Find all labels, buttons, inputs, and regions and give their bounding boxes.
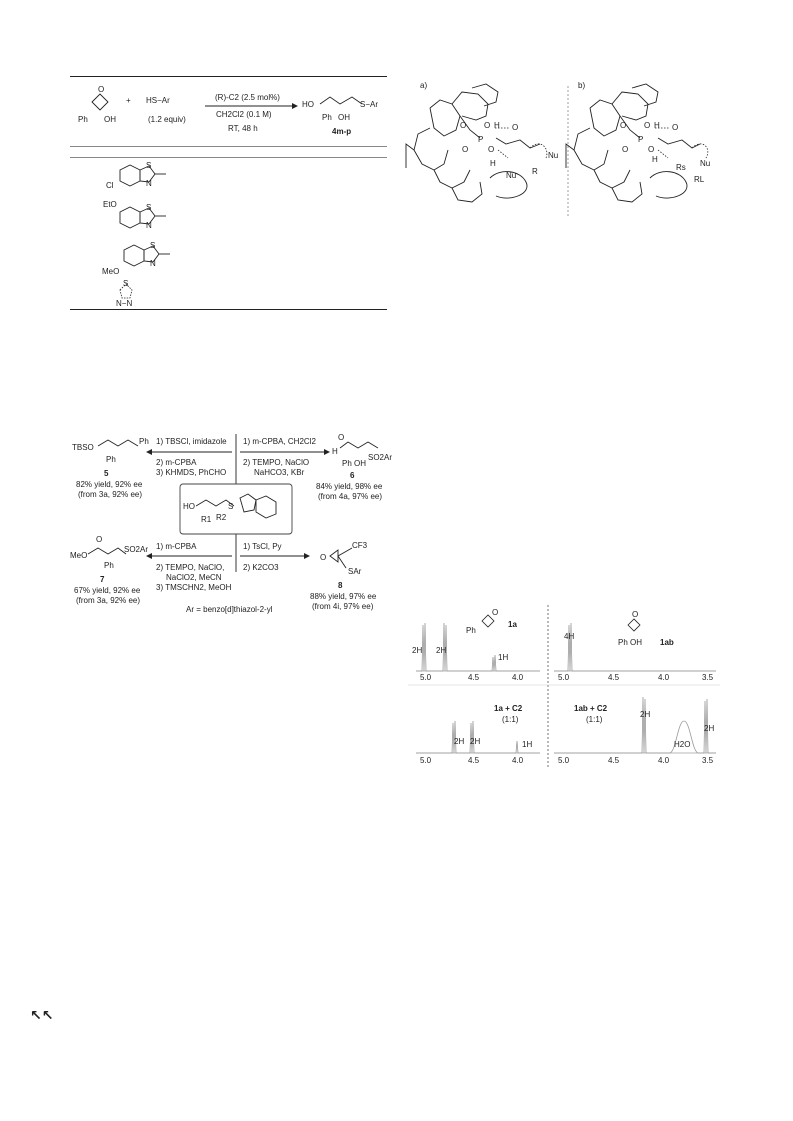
reagent-lb-4: 3) TMSCHN2, MeOH — [156, 583, 232, 592]
ts-a-p: P — [478, 135, 484, 144]
ts-a-o2: O — [462, 145, 469, 154]
ts-b-o5: O — [672, 123, 679, 132]
product-5-structure — [98, 440, 138, 446]
nmr-1ab-tick-2: 4.5 — [608, 673, 620, 682]
product-number: 4m-p — [332, 127, 352, 136]
ar-structure-cl — [120, 165, 166, 186]
thiadiazole-n: N−N — [116, 299, 133, 308]
product-5-source: (from 3a, 92% ee) — [78, 490, 143, 499]
footer-arrow-glyph: ↖↖ — [30, 1008, 54, 1024]
nmr-1ab-c2-tick-1: 5.0 — [558, 756, 570, 765]
reaction-arrowhead — [292, 103, 298, 109]
arrowhead-right-bottom — [304, 553, 310, 559]
ts-b-o3: O — [644, 121, 651, 130]
thiol-reagent: HS−Ar — [146, 96, 170, 105]
ar-substituent-cl: Cl — [106, 181, 114, 190]
nmr-1ab-structure-o: O — [632, 610, 639, 619]
nmr-1ab-title: 1ab — [660, 638, 674, 647]
product-ho: HO — [302, 100, 314, 109]
ts-figure — [400, 78, 730, 228]
nmr-1ab-c2-title: 1ab + C2 — [574, 704, 608, 713]
ar-n-2: N — [146, 221, 152, 230]
ar-substituent-eto: EtO — [103, 200, 117, 209]
product-6-h: H — [332, 447, 338, 456]
ts-b-o1: O — [620, 121, 627, 130]
ts-a-hbonds — [495, 128, 547, 158]
ts-b-rl: RL — [694, 175, 705, 184]
product-6-source: (from 4a, 97% ee) — [318, 492, 383, 501]
nmr-1ab-peak-1: 4H — [564, 632, 575, 641]
substrate-oh: OH — [104, 115, 116, 124]
table-bottom-rule — [70, 309, 387, 310]
product-skeleton — [320, 97, 362, 104]
product-6-yield: 84% yield, 98% ee — [316, 482, 383, 491]
nmr-1ab-c2-peak-2: H2O — [674, 740, 691, 749]
ts-b-structure — [566, 84, 700, 202]
solvent-label: CH2Cl2 (0.1 M) — [216, 110, 272, 119]
product-7-ph: Ph — [104, 561, 114, 570]
product-5-tbso: TBSO — [72, 443, 94, 452]
nmr-panel-1ab-c2 — [554, 697, 716, 765]
ar-structure-meo — [124, 245, 170, 266]
nmr-panel-1a — [412, 608, 540, 682]
ar-substituent-meo: MeO — [102, 267, 120, 276]
product-8-cf3: CF3 — [352, 541, 368, 550]
product-6-structure — [340, 442, 378, 448]
oxetane-substrate — [92, 94, 108, 110]
product-8-id: 8 — [338, 581, 343, 590]
nmr-1ab-c2-peak-1: 2H — [640, 710, 651, 719]
product-8-source: (from 4i, 97% ee) — [312, 602, 374, 611]
conditions-label: RT, 48 h — [228, 124, 258, 133]
product-sar: S−Ar — [360, 100, 379, 109]
product-6-so2ar: SO2Ar — [368, 453, 393, 462]
ts-a-h2: H — [490, 159, 496, 168]
product-7-source: (from 3a, 92% ee) — [76, 596, 141, 605]
reaction-scheme — [70, 82, 390, 152]
product-8-yield: 88% yield, 97% ee — [310, 592, 377, 601]
derivatization-scheme — [68, 432, 393, 632]
product-6-o: O — [338, 433, 345, 442]
ts-b-p: P — [638, 135, 644, 144]
ts-a-nu1: Nu — [506, 171, 517, 180]
ts-b-o2: O — [622, 145, 629, 154]
product-7-meo: MeO — [70, 551, 88, 560]
nmr-1a-tick-2: 4.5 — [468, 673, 480, 682]
product-5-yield: 82% yield, 92% ee — [76, 480, 143, 489]
nmr-1a-peak-1: 2H — [412, 646, 423, 655]
table-header-rule-2 — [70, 157, 387, 158]
ar-s-1: S — [146, 161, 152, 170]
nmr-1a-c2-tick-1: 5.0 — [420, 756, 432, 765]
nmr-1a-peak-2: 2H — [436, 646, 447, 655]
reagent-lt-2: 2) m-CPBA — [156, 458, 197, 467]
ar-s-2: S — [146, 203, 152, 212]
thiadiazole-s: S — [123, 279, 129, 288]
nmr-1a-peak-3: 1H — [498, 653, 509, 662]
product-6-id: 6 — [350, 471, 355, 480]
reagent-lt-3: 3) KHMDS, PhCHO — [156, 468, 227, 477]
nmr-1a-c2-peak-3: 1H — [522, 740, 533, 749]
ts-a-o4: O — [488, 145, 495, 154]
nmr-1ab-tick-1: 5.0 — [558, 673, 570, 682]
nmr-1a-c2-title: 1a + C2 — [494, 704, 523, 713]
center-r2: R2 — [216, 513, 227, 522]
ar-structure-eto — [120, 207, 166, 228]
nmr-panel-1ab — [554, 610, 716, 682]
arrowhead-right-top — [324, 449, 330, 455]
center-ho: HO — [183, 502, 195, 511]
product-7-structure — [88, 548, 126, 554]
ts-a-structure — [406, 84, 540, 202]
thiol-equiv: (1.2 equiv) — [148, 115, 186, 124]
nmr-1a-c2-tick-2: 4.5 — [468, 756, 480, 765]
ar-definition: Ar = benzo[d]thiazol-2-yl — [186, 605, 273, 614]
center-r1: R1 — [201, 515, 212, 524]
arrowhead-left-top — [146, 449, 152, 455]
center-substrate-box — [180, 484, 292, 534]
ts-a-h1: H — [494, 121, 500, 130]
product-5-id: 5 — [104, 469, 109, 478]
nmr-1ab-structure — [628, 619, 640, 631]
reagent-lb-3: NaClO2, MeCN — [166, 573, 222, 582]
product-5-ph1: Ph — [106, 455, 116, 464]
product-7-id: 7 — [100, 575, 105, 584]
product-8-sar: SAr — [348, 567, 362, 576]
product-6-phoh: Ph OH — [342, 459, 367, 468]
reagent-lb-1: 1) m-CPBA — [156, 542, 197, 551]
product-8-o: O — [320, 553, 327, 562]
ts-a-nu2: Nu — [548, 151, 559, 160]
product-ph: Ph — [322, 113, 332, 122]
ar-n-1: N — [146, 179, 152, 188]
product-oh: OH — [338, 113, 350, 122]
nmr-1ab-c2-tick-4: 3.5 — [702, 756, 714, 765]
nmr-panel-1a-c2 — [416, 704, 540, 765]
reagent-rt-2: 2) TEMPO, NaClO — [243, 458, 310, 467]
product-5-ph2: Ph — [139, 437, 149, 446]
ar-s-3: S — [150, 241, 156, 250]
ts-a-o3: O — [484, 121, 491, 130]
reagent-rt-1: 1) m-CPBA, CH2Cl2 — [243, 437, 316, 446]
nmr-1ab-c2-tick-2: 4.5 — [608, 756, 620, 765]
nmr-figure — [408, 605, 720, 770]
nmr-1a-tick-1: 5.0 — [420, 673, 432, 682]
ts-a-o1: O — [460, 121, 467, 130]
ts-b-o4: O — [648, 145, 655, 154]
product-7-so2ar: SO2Ar — [124, 545, 149, 554]
scheme-table — [70, 60, 390, 320]
nmr-1ab-tick-4: 3.5 — [702, 673, 714, 682]
ar-n-3: N — [150, 259, 156, 268]
table-top-rule — [70, 76, 387, 77]
nmr-1ab-c2-peak-3: 2H — [704, 724, 715, 733]
nmr-1a-structure-ph: Ph — [466, 626, 476, 635]
product-8-structure — [330, 548, 352, 568]
nmr-1a-c2-subtitle: (1:1) — [502, 715, 519, 724]
ar-structures — [100, 162, 220, 312]
nmr-1ab-structure-phoh: Ph OH — [618, 638, 643, 647]
reagent-rb-1: 1) TsCl, Py — [243, 542, 282, 551]
nmr-1a-tick-3: 4.0 — [512, 673, 524, 682]
catalyst-label: (R)-C2 (2.5 mol%) — [215, 93, 280, 102]
reagent-rt-3: NaHCO3, KBr — [254, 468, 305, 477]
nmr-1a-c2-peak-1: 2H — [454, 737, 465, 746]
oxetane-o: O — [98, 85, 105, 94]
nmr-1a-title: 1a — [508, 620, 517, 629]
reagent-rb-2: 2) K2CO3 — [243, 563, 279, 572]
nmr-1a-c2-tick-3: 4.0 — [512, 756, 524, 765]
nmr-1a-spectrum — [416, 623, 540, 671]
nmr-1ab-c2-tick-3: 4.0 — [658, 756, 670, 765]
reagent-lt-1: 1) TBSCl, imidazole — [156, 437, 227, 446]
product-7-o: O — [96, 535, 103, 544]
substrate-ph: Ph — [78, 115, 88, 124]
ts-b-hbonds — [655, 128, 708, 158]
nmr-1a-c2-peak-2: 2H — [470, 737, 481, 746]
ts-b-rs: Rs — [676, 163, 686, 172]
panel-a-label: a) — [420, 81, 428, 90]
ts-b-nu: Nu — [700, 159, 711, 168]
nmr-1a-structure-o: O — [492, 608, 499, 617]
nmr-1ab-c2-subtitle: (1:1) — [586, 715, 603, 724]
ts-b-h1: H — [654, 121, 660, 130]
plus-sign: + — [126, 96, 131, 105]
panel-b-label: b) — [578, 81, 586, 90]
ts-a-r: R — [532, 167, 538, 176]
ts-b-h2: H — [652, 155, 658, 164]
product-7-yield: 67% yield, 92% ee — [74, 586, 141, 595]
table-header-rule — [70, 146, 387, 147]
nmr-1ab-tick-3: 4.0 — [658, 673, 670, 682]
center-s: S — [228, 502, 234, 511]
reagent-lb-2: 2) TEMPO, NaClO, — [156, 563, 225, 572]
ts-a-o5: O — [512, 123, 519, 132]
